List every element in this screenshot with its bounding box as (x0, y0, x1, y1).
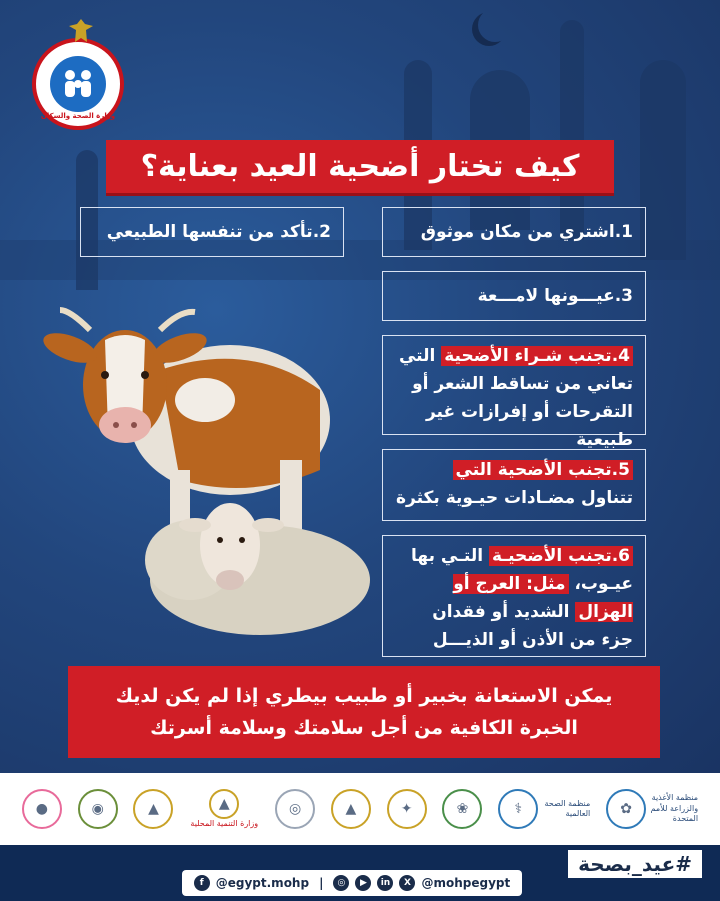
partner-logo (22, 781, 62, 837)
tip-6-highlight-2: مثل: العرج أو الهزال (453, 574, 633, 623)
partner-logos-strip (0, 773, 720, 845)
partner-circle-icon: ● (22, 789, 62, 829)
divider: | (319, 876, 324, 890)
crescent-moon-icon (478, 8, 512, 42)
tip-5-highlight: 5.تجنب الأضحية التي (453, 460, 633, 480)
logo-text: وزارة الصحة والسكان (40, 112, 116, 120)
partner-seal-icon: ✦ (387, 789, 427, 829)
x-icon[interactable]: X (399, 875, 415, 891)
partner-logo (133, 781, 173, 837)
tip-6 (382, 535, 646, 657)
advice-banner (68, 666, 660, 758)
tip-5 (382, 449, 646, 521)
ministry-logo (32, 38, 124, 130)
partner-label: منظمة الأغذية والزراعة للأمم المتحدة (650, 793, 699, 824)
eagle-emblem-icon: ▲ (133, 789, 173, 829)
social-handle[interactable]: @mohpegypt (421, 876, 511, 890)
tip-6-text-mid: التـي بها عيـوب، (410, 546, 633, 595)
tip-3-text: 3.عيـــونها لامـــعة (477, 285, 633, 306)
eagle-emblem-icon: ▲ (331, 789, 371, 829)
advice-line-1: يمكن الاستعانة بخبير أو طبيب بيطري إذا لم يكن لديك (115, 684, 613, 707)
fao-emblem-icon: ✿ (606, 789, 646, 829)
page-title: كيف تختار أضحية العيد بعناية؟ (106, 140, 614, 196)
partner-logo (442, 781, 482, 837)
tip-4-highlight: 4.تجنب شـراء الأضحية (441, 346, 633, 366)
partner-label: وزارة التنمية المحلية (190, 818, 259, 828)
minaret-silhouette (640, 60, 686, 260)
eagle-emblem-icon (66, 16, 96, 46)
tip-4-text: التي تعاني من تساقط الشعر أو التقرحات أو إفرازات غير طبيعية (398, 346, 633, 451)
partner-logo (275, 781, 315, 837)
who-emblem-icon: ⚕ (498, 789, 538, 829)
tip-2-text: 2.تأكد من تنفسها الطبيعي (106, 221, 331, 242)
advice-line-2: الخبرة الكافية من أجل سلامتك وسلامة أسرتك (150, 717, 578, 739)
eagle-emblem-icon: ▲ (209, 789, 239, 819)
tip-3 (382, 271, 646, 321)
facebook-handle[interactable]: @egypt.mohp (215, 876, 310, 890)
partner-label: منظمة الصحة العالمية (544, 798, 591, 818)
cow-and-sheep-illustration (30, 290, 375, 650)
family-icon (50, 56, 106, 112)
hashtag: #عيد_بصحة (568, 850, 702, 878)
partner-logo (331, 781, 371, 837)
tip-6-highlight: 6.تجنب الأضحيـة (489, 546, 633, 566)
tip-1 (382, 207, 646, 257)
partner-logo (78, 781, 118, 837)
partner-logo-fao (606, 781, 698, 837)
instagram-icon[interactable]: ◎ (333, 875, 349, 891)
partner-seal-icon: ◉ (78, 789, 118, 829)
tip-2 (80, 207, 344, 257)
tip-6-text: الشديد أو فقدان جزء من الأذن أو الذيـــل (432, 602, 633, 651)
partner-seal-icon: ◎ (275, 789, 315, 829)
partner-logo-local-development (189, 781, 259, 837)
tip-5-text: تتناول مضـادات حيـوية بكثرة (396, 488, 633, 509)
linkedin-icon[interactable]: in (377, 875, 393, 891)
facebook-icon[interactable]: f (194, 875, 210, 891)
partner-logo (387, 781, 427, 837)
youtube-icon[interactable]: ▶ (355, 875, 371, 891)
partner-logo-who (498, 781, 590, 837)
tip-4 (382, 335, 646, 451)
partner-seal-icon: ❀ (442, 789, 482, 829)
tip-1-text: 1.اشتري من مكان موثوق (420, 221, 633, 242)
social-bar (182, 870, 522, 896)
